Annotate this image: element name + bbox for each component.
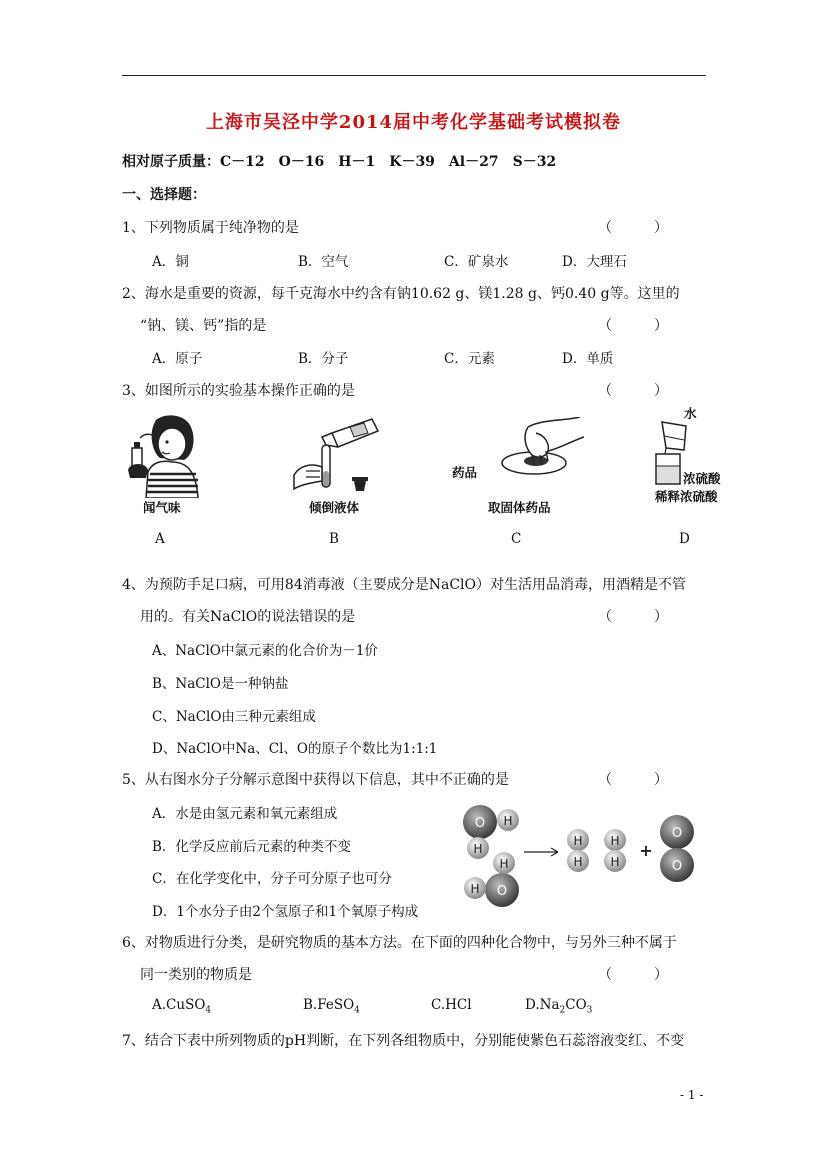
q3-option-c: C <box>511 531 522 547</box>
q5-option-c: C．在化学变化中，分子可分原子也可分 <box>152 871 392 887</box>
q6-stem-line2: 同一类别的物质是 <box>140 967 252 983</box>
q2-stem-line1: 2、海水是重要的资源，每千克海水中约含有钠10.62 g、镁1.28 g、钙0.40 g等。这里的 <box>122 286 680 302</box>
q1-option-b: B．空气 <box>298 254 349 270</box>
q1-stem: 1、下列物质属于纯净物的是 <box>122 220 299 236</box>
q4-option-a: A、NaClO中氯元素的化合价为－1价 <box>152 643 378 659</box>
q1-option-c: C．矿泉水 <box>444 254 509 270</box>
q3-option-b: B <box>329 531 339 547</box>
oxygen-atom-label: O <box>474 816 486 831</box>
hydrogen-atom-label: H <box>573 855 583 869</box>
q5-option-b: B．化学反应前后元素的种类不变 <box>152 839 351 855</box>
page-number: - 1 - <box>680 1088 704 1102</box>
q7-stem: 7、结合下表中所列物质的pH判断，在下列各组物质中，分别能使紫色石蕊溶液变红、不变 <box>122 1033 685 1049</box>
oxygen-atom-label: O <box>671 859 683 874</box>
oxygen-molecule <box>660 815 694 882</box>
q6-option-b: B.FeSO$_4$ <box>303 997 360 1016</box>
water-molecule-2 <box>464 852 519 907</box>
q3-label-water: 水 <box>684 406 697 421</box>
q6-stem-line1: 6、对物质进行分类，是研究物质的基本方法。在下面的四种化合物中，与另外三种不属于 <box>122 935 677 951</box>
q1-option-d: D．大理石 <box>562 254 627 270</box>
q6-option-d: $D.Na_2CO_3$ <box>525 997 593 1016</box>
q5-option-a: A．水是由氢元素和氧元素组成 <box>152 806 338 822</box>
q6-option-c: C.HCl <box>431 997 472 1013</box>
page-title: 上海市吴泾中学2014届中考化学基础考试模拟卷 <box>205 112 622 133</box>
header-rule <box>122 75 706 76</box>
q4-option-c: C、NaClO由三种元素组成 <box>152 709 316 725</box>
q3-answer-paren: （ ） <box>598 383 668 399</box>
q6-option-a: A.CuSO$_4$ <box>152 997 212 1016</box>
q3-caption-d: 稀释浓硫酸 <box>655 489 718 504</box>
water-molecule-1 <box>463 805 519 859</box>
q4-option-b: B、NaClO是一种钠盐 <box>152 676 289 692</box>
q3-option-a: A <box>155 531 165 547</box>
q6-answer-paren: （ ） <box>598 967 668 983</box>
q2-option-d: D．单质 <box>562 351 614 367</box>
q5-option-d: D．1个水分子由2个氢原子和1个氧原子构成 <box>152 904 419 920</box>
oxygen-atom-label: O <box>671 826 683 841</box>
q4-stem-line2: 用的。有关NaClO的说法错误的是 <box>140 609 356 625</box>
q3-label-reagent: 药品 <box>452 465 478 480</box>
hydrogen-molecule-2 <box>604 829 626 872</box>
hydrogen-atom-label: H <box>473 842 483 856</box>
q2-option-b: B．分子 <box>298 351 349 367</box>
hydrogen-atom-label: H <box>573 834 583 848</box>
q2-option-c: C．元素 <box>444 351 495 367</box>
hydrogen-atom-label: H <box>499 857 509 871</box>
solid-reagent-illustration <box>488 417 588 481</box>
q5-stem: 5、从右图水分子分解示意图中获得以下信息，其中不正确的是 <box>122 772 509 788</box>
section-title: 一、选择题： <box>122 187 206 203</box>
oxygen-atom-label: O <box>496 884 508 899</box>
q4-option-d: D、NaClO中Na、Cl、O的原子个数比为1:1:1 <box>152 741 438 757</box>
q2-answer-paren: （ ） <box>598 318 668 334</box>
q1-answer-paren: （ ） <box>598 220 668 236</box>
plus-sign: + <box>639 841 653 860</box>
hydrogen-molecule-1 <box>567 829 589 872</box>
q3-caption-a: 闻气味 <box>143 500 181 515</box>
q3-stem: 3、如图所示的实验基本操作正确的是 <box>122 383 355 399</box>
water-decomposition-diagram <box>458 800 708 912</box>
q3-caption-b: 倾倒液体 <box>309 500 360 515</box>
q2-option-a: A．原子 <box>152 351 203 367</box>
q3-label-acid: 浓硫酸 <box>683 471 721 486</box>
q4-answer-paren: （ ） <box>598 609 668 625</box>
q2-stem-line2: “钠、镁、钙”指的是 <box>140 318 267 334</box>
q1-option-a: A．铜 <box>152 254 189 270</box>
pour-liquid-illustration <box>292 415 384 497</box>
q3-option-d: D <box>679 531 690 547</box>
hydrogen-atom-label: H <box>470 882 480 896</box>
smell-gas-illustration <box>126 412 202 498</box>
hydrogen-atom-label: H <box>610 834 620 848</box>
hydrogen-atom-label: H <box>610 855 620 869</box>
q4-stem-line1: 4、为预防手足口病，可用84消毒液（主要成分是NaClO）对生活用品消毒，用酒精是不管 <box>122 577 686 593</box>
hydrogen-atom-label: H <box>503 814 513 828</box>
atomic-masses: 相对原子质量：C－12 O－16 H－1 K－39 Al－27 S－32 <box>122 154 557 170</box>
q3-caption-c: 取固体药品 <box>488 500 551 515</box>
q5-answer-paren: （ ） <box>598 772 668 788</box>
